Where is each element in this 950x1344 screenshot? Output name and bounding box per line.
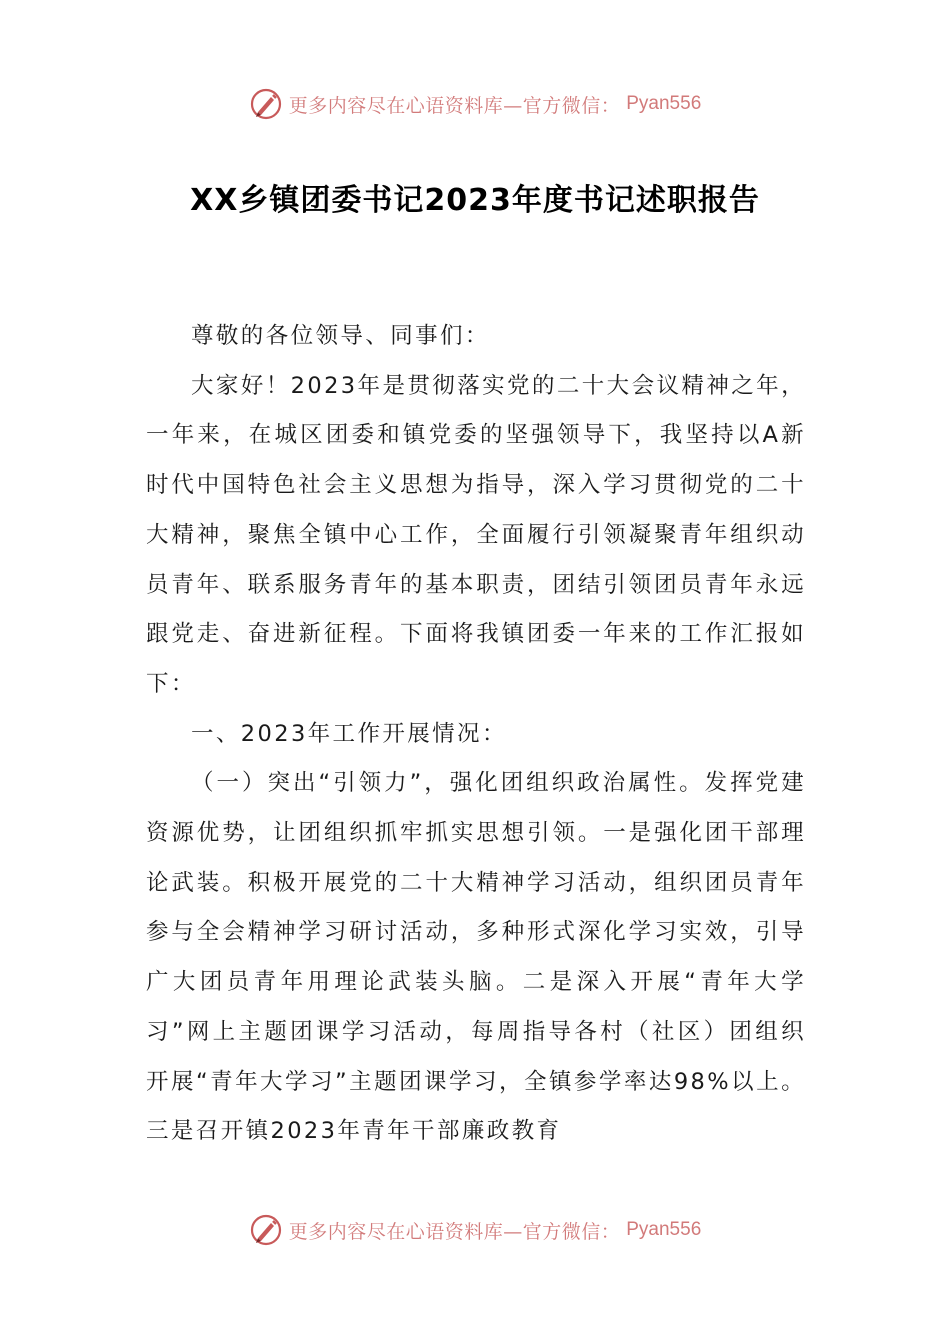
intro-paragraph: 大家好！2023年是贯彻落实党的二十大会议精神之年，一年来，在城区团委和镇党委的坚强领导下，我坚持以A新时代中国特色社会主义思想为指导，深入学习贯彻党的二十大精神，聚焦全镇中心工作，全面履行引领凝聚青年组织动员青年、联系服务青年的基本职责，团结引领团员青年永远跟党走、奋进新征程。下面将我镇团委一年来的工作汇报如下： bbox=[146, 372, 806, 697]
page-title: XX乡镇团委书记2023年度书记述职报告 bbox=[190, 183, 760, 218]
section-heading: 一、2023年工作开展情况： bbox=[191, 720, 507, 747]
pen-logo-icon bbox=[249, 87, 283, 121]
footer-watermark-content bbox=[249, 1213, 702, 1247]
footer-watermark-text: 更多内容尽在心语资料库—官方微信： bbox=[288, 1220, 621, 1243]
section-paragraph: （一）突出“引领力”，强化团组织政治属性。发挥党建资源优势，让团组织抓牢抓实思想引领。一是强化团干部理论武装。积极开展党的二十大精神学习活动，组织团员青年参与全会精神学习研讨活动，多种形式深化学习实效，引导广大团员青年用理论武装头脑。二是深入开展“青年大学习”网上主题团课学习活动，每周指导各村（社区）团组织开展“青年大学习”主题团课学习，全镇参学率达98%以上。三是召开镇2023年青年干部廉政教育 bbox=[146, 770, 806, 1145]
greeting-paragraph: 尊敬的各位领导、同事们： bbox=[191, 323, 490, 349]
header-watermark-handle: Pyan556 bbox=[626, 93, 702, 114]
footer-watermark-handle: Pyan556 bbox=[626, 1219, 702, 1240]
footer-watermark bbox=[0, 1210, 950, 1250]
header-watermark bbox=[0, 84, 950, 124]
header-watermark-text: 更多内容尽在心语资料库—官方微信： bbox=[288, 94, 621, 117]
pen-logo-icon bbox=[249, 1213, 283, 1247]
document-body bbox=[146, 312, 806, 1157]
header-watermark-content bbox=[249, 87, 702, 121]
